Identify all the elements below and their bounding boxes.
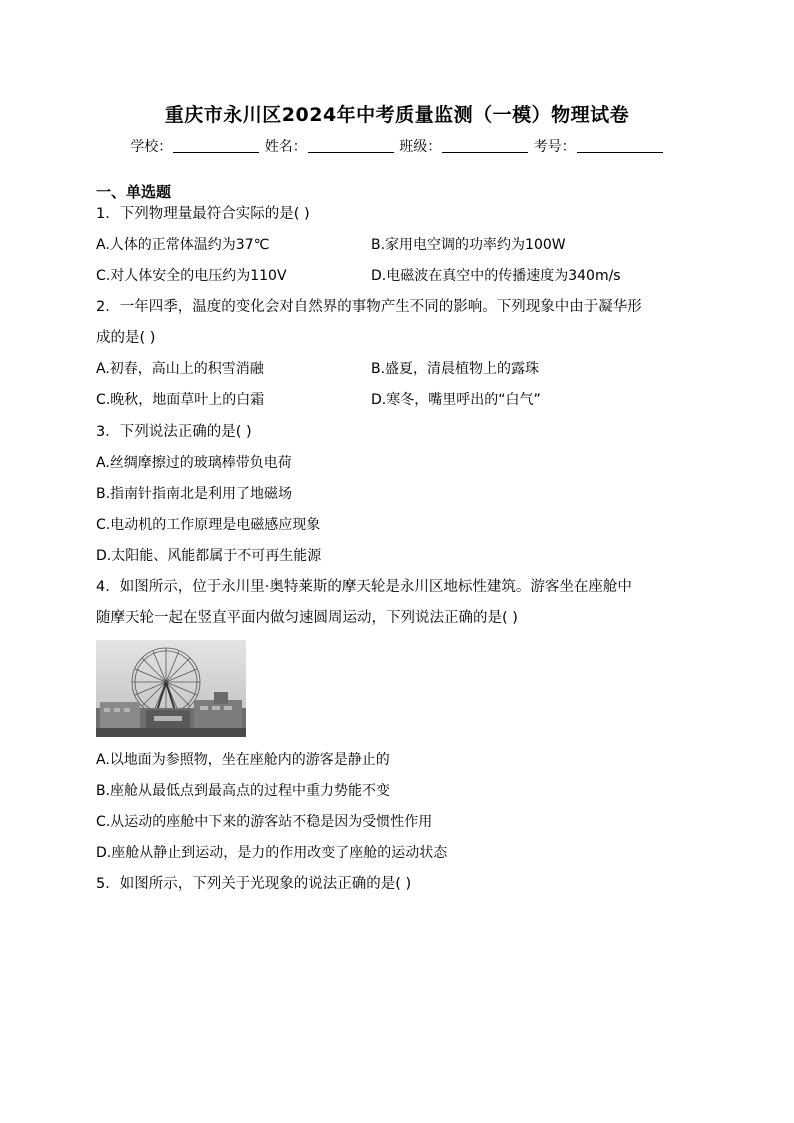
section-heading: 一、单选题 [96, 183, 172, 201]
q5-stem: 5．如图所示，下列关于光现象的说法正确的是( ) [96, 876, 412, 892]
q1-option-c: C.对人体安全的电压约为110V [96, 268, 287, 284]
class-label: 班级： [399, 139, 442, 155]
student-info-line [0, 136, 794, 156]
q4-stem-line2: 随摩天轮一起在竖直平面内做匀速圆周运动，下列说法正确的是( ) [96, 610, 518, 626]
school-label: 学校： [130, 139, 173, 155]
q3-option-d: D.太阳能、风能都属于不可再生能源 [96, 548, 322, 564]
q2-option-b: B.盛夏，清晨植物上的露珠 [371, 361, 540, 377]
q4-option-c: C.从运动的座舱中下来的游客站不稳是因为受惯性作用 [96, 814, 433, 830]
q3-option-c: C.电动机的工作原理是电磁感应现象 [96, 517, 321, 533]
q1-stem: 1．下列物理量最符合实际的是( ) [96, 206, 310, 222]
q3-option-a: A.丝绸摩擦过的玻璃棒带负电荷 [96, 455, 292, 471]
name-label: 姓名： [264, 139, 307, 155]
name-blank[interactable] [308, 138, 394, 153]
number-blank[interactable] [577, 138, 663, 153]
q2-option-c: C.晚秋，地面草叶上的白霜 [96, 392, 265, 408]
class-blank[interactable] [442, 138, 528, 153]
q4-option-d: D.座舱从静止到运动，是力的作用改变了座舱的运动状态 [96, 845, 448, 861]
q2-option-a: A.初春，高山上的积雪消融 [96, 361, 264, 377]
q1-option-d: D.电磁波在真空中的传播速度为340m/s [371, 268, 621, 284]
q4-stem-line1: 4．如图所示，位于永川里·奥特莱斯的摩天轮是永川区地标性建筑。游客坐在座舱中 [96, 579, 632, 595]
q3-option-b: B.指南针指南北是利用了地磁场 [96, 486, 293, 502]
q2-stem-line1: 2．一年四季，温度的变化会对自然界的事物产生不同的影响。下列现象中由于凝华形 [96, 299, 642, 315]
q4-option-a: A.以地面为参照物，坐在座舱内的游客是静止的 [96, 752, 390, 768]
q3-stem: 3．下列说法正确的是( ) [96, 424, 252, 440]
number-label: 考号： [533, 139, 576, 155]
q1-option-b: B.家用电空调的功率约为100W [371, 237, 566, 253]
ferris-wheel-photo [96, 640, 246, 737]
q2-option-d: D.寒冬，嘴里呼出的“白气” [371, 392, 541, 408]
exam-title: 重庆市永川区2024年中考质量监测（一模）物理试卷 [164, 104, 630, 126]
q2-stem-line2: 成的是( ) [96, 330, 156, 346]
q1-option-a: A.人体的正常体温约为37℃ [96, 237, 270, 253]
school-blank[interactable] [173, 138, 259, 153]
q4-option-b: B.座舱从最低点到最高点的过程中重力势能不变 [96, 783, 391, 799]
ferris-wheel-image [96, 640, 246, 737]
